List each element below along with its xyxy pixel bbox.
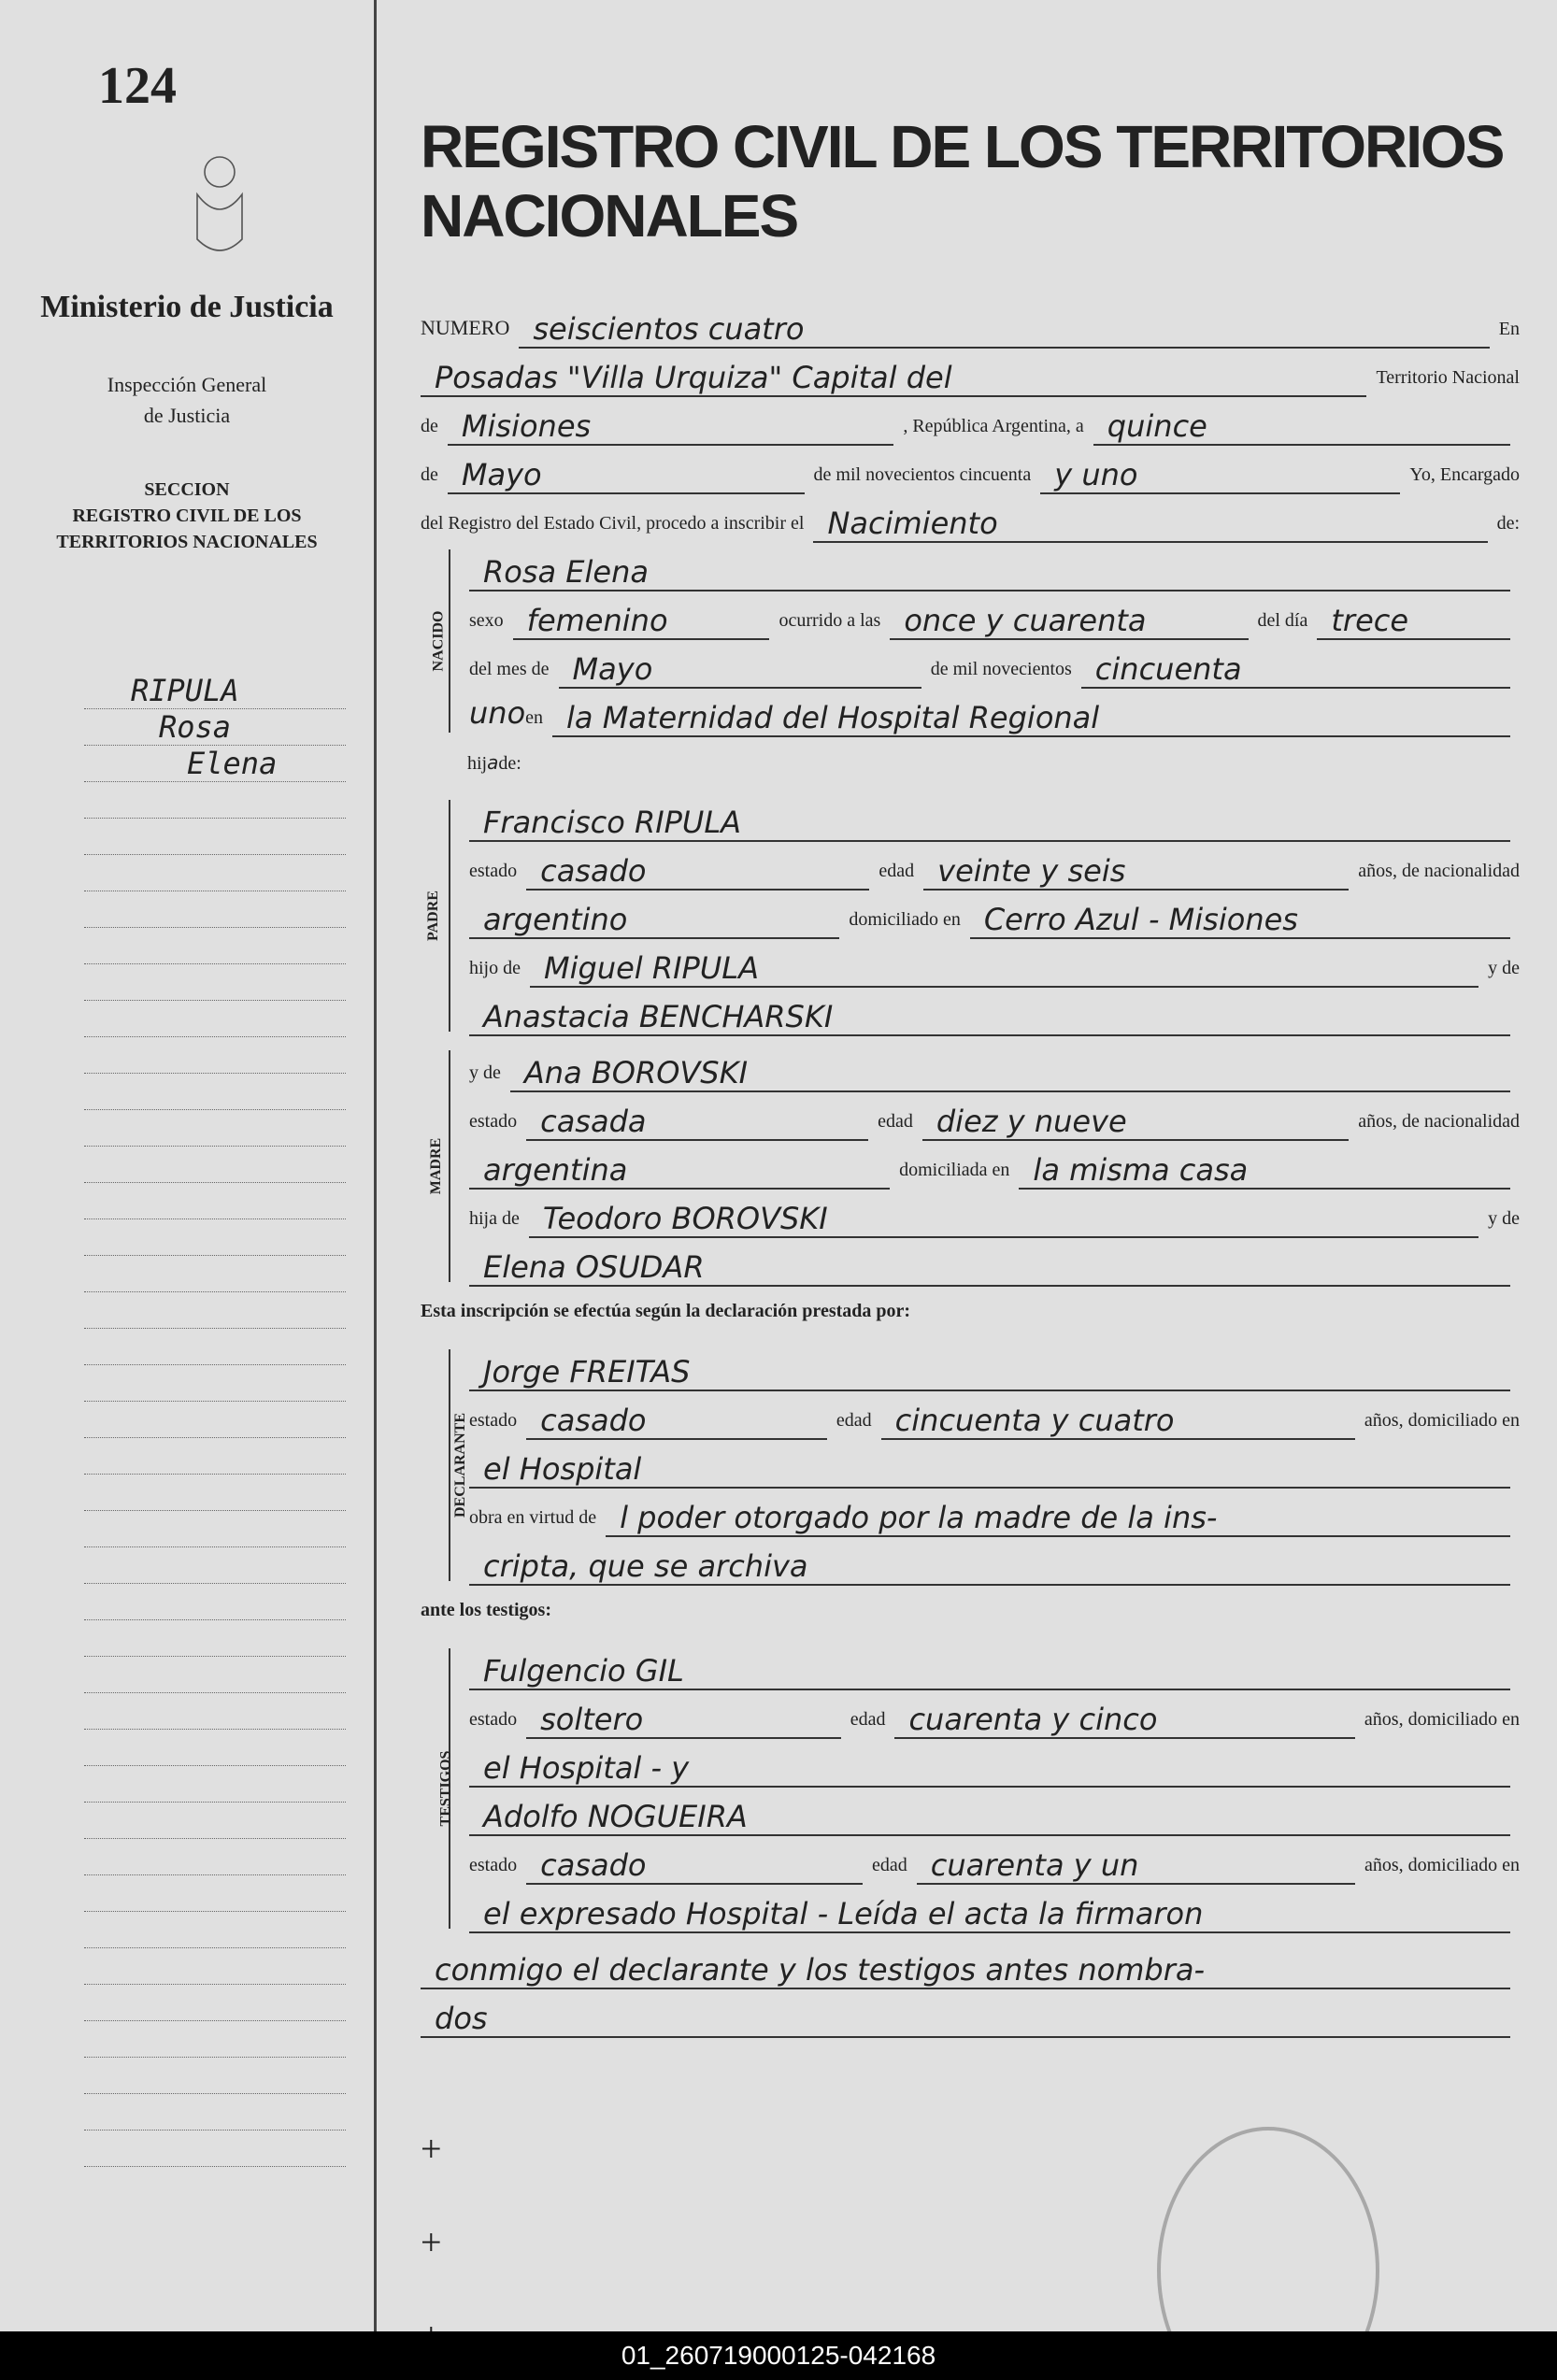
- main-content: REGISTRO CIVIL DE LOS TERRITORIOS NACIONALES NUMERO seiscientos cuatro En Posadas "Villa Urquiza" Capital del Territorio Nacional de Misiones , República Argentina, a quince de Mayo de mil novecientos cincuenta y uno Yo, Encargado del Registro del Estado Civil, procedo a inscribir el Nacimiento de: NACIDO Rosa Elena sexo femenino ocurrido a las once y cuarenta del día trece del mes de Mayo de mil novecientos cincuenta uno en la Maternidad del Hospital Regional hij a de: PADRE Francisco RIPULA estado casado edad veinte y seis años, de nacionalidad argentino domiciliado en Cerro Azul - Misiones hijo de Miguel RIPULA y de Anastacia BENCHARSKI MADRE y de Ana BOROVSKI estado casada edad diez y nueve años, de nacionalidad argentina domiciliada en la misma casa hija de Teodoro BOROVSKI y de Elena OSUDAR Esta inscripción se efectúa según la declaración prestada por: DECLARANTE Jorge FREITAS estado casado edad cincuenta y cuatro años, domiciliado en el Hospital obra en virtud de l poder otorgado por la madre de la ins- cripta, que se archiva ante los testigos: TESTIGOS Fulgencio GIL estado soltero edad cuarenta y cinco años, domiciliado en el Hospital - y Adolfo NOGUEIRA estado casado edad cuarenta y un años, domiciliado en el expresado Hospital - Leída el acta la firmaron conmigo el declarante y los testigos antes nombra- dos + +: [383, 0, 1557, 2380]
- field-numero: seiscientos cuatro: [519, 311, 1489, 349]
- section-madre: MADRE y de Ana BOROVSKI estado casada edad diez y nueve años, de nacionalidad argentina domiciliada en la misma casa hija de Teodoro BOROVSKI y de Elena OSUDAR: [449, 1050, 1520, 1282]
- section-title: SECCION REGISTRO CIVIL DE LOS TERRITORIOS NACIONALES: [56, 479, 318, 552]
- section-testigos: TESTIGOS Fulgencio GIL estado soltero edad cuarenta y cinco años, domiciliado en el Hospital - y Adolfo NOGUEIRA estado casado edad cuarenta y un años, domiciliado en el expresado Hospital - Leída el acta la firmaron: [449, 1648, 1520, 1929]
- field-registry-type: Nacimiento: [813, 506, 1487, 543]
- sidebar-name-1: RIPULA: [84, 673, 346, 709]
- page-number: 124: [98, 57, 177, 115]
- field-day: quince: [1093, 408, 1510, 446]
- ministry-title: Ministerio de Justicia: [40, 290, 334, 324]
- main-header: REGISTRO CIVIL DE LOS TERRITORIOS NACIONALES: [421, 113, 1504, 249]
- field-province: Misiones: [448, 408, 893, 446]
- footer-identifier: 01_260719000125-042168: [0, 2331, 1557, 2380]
- sidebar-name-2: Rosa: [84, 709, 346, 746]
- field-year-suffix: y uno: [1040, 457, 1400, 494]
- sidebar-name-3: Elena: [84, 746, 346, 782]
- section-padre: PADRE Francisco RIPULA estado casado edad veinte y seis años, de nacionalidad argentino domiciliado en Cerro Azul - Misiones hijo de Miguel RIPULA y de Anastacia BENCHARSKI: [449, 800, 1520, 1032]
- signatures-area: + +: [421, 2127, 1520, 2380]
- field-month: Mayo: [448, 457, 805, 494]
- section-nacido: NACIDO Rosa Elena sexo femenino ocurrido a las once y cuarenta del día trece del mes de Mayo de mil novecientos cincuenta uno en la Maternidad del Hospital Regional: [449, 549, 1520, 733]
- inspection-title: Inspección General de Justicia: [107, 373, 267, 427]
- field-location: Posadas "Villa Urquiza" Capital del: [421, 360, 1366, 397]
- national-seal-icon: [182, 150, 257, 262]
- section-declarante: DECLARANTE Jorge FREITAS estado casado edad cincuenta y cuatro años, domiciliado en el Hospital obra en virtud de l poder otorgado por la madre de la ins- cripta, que se archiva: [449, 1349, 1520, 1581]
- sidebar: [0, 0, 377, 2380]
